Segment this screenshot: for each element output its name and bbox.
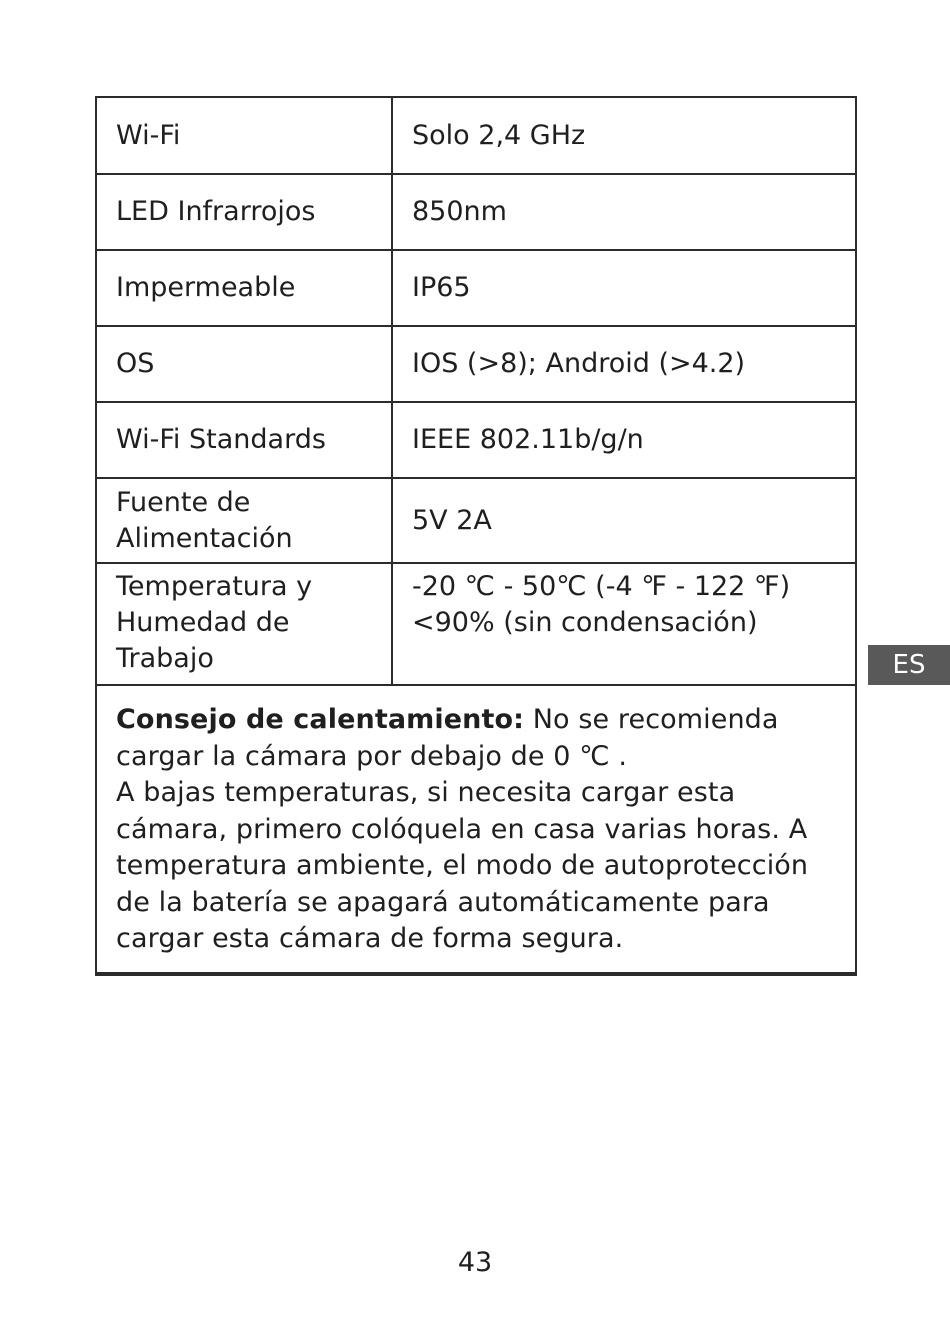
spec-value: IOS (>8); Android (>4.2)	[392, 326, 855, 402]
warming-tip	[97, 685, 855, 973]
spec-label: Temperatura y Humedad de Trabajo	[97, 563, 392, 685]
spec-value: Solo 2,4 GHz	[392, 98, 855, 174]
note-title: Consejo de calentamiento:	[116, 704, 525, 735]
spec-label: Wi-Fi Standards	[97, 402, 392, 478]
spec-value: IEEE 802.11b/g/n	[392, 402, 855, 478]
spec-label: LED Infrarrojos	[97, 174, 392, 250]
page-number: 43	[457, 1247, 493, 1278]
note-row	[97, 685, 855, 973]
spec-label: Wi-Fi	[97, 98, 392, 174]
spec-row-power-supply	[97, 478, 855, 563]
spec-row-os	[97, 326, 855, 402]
spec-row-operating-temperature	[97, 563, 855, 685]
spec-value: IP65	[392, 250, 855, 326]
note-text: No se recomienda cargar la cámara por debajo de 0 ℃ . A bajas temperaturas, si necesita cargar esta cámara, primero colóquela en casa varias horas. A temperatura ambiente, el modo de autoprotección de la batería se apagará automáticamente para cargar esta cámara de forma segura.	[116, 704, 809, 954]
spec-value: 850nm	[392, 174, 855, 250]
spec-row-waterproof	[97, 250, 855, 326]
spec-label: OS	[97, 326, 392, 402]
spec-row-infrared-led	[97, 174, 855, 250]
language-tab: ES	[868, 645, 950, 685]
spec-value: 5V 2A	[392, 478, 855, 563]
spec-row-wifi	[97, 98, 855, 174]
spec-label: Impermeable	[97, 250, 392, 326]
spec-value: -20 ℃ - 50℃ (-4 ℉ - 122 ℉) <90% (sin condensación)	[392, 563, 855, 685]
spec-label: Fuente de Alimentación	[97, 478, 392, 563]
specifications-table	[95, 96, 857, 976]
spec-row-wifi-standards	[97, 402, 855, 478]
